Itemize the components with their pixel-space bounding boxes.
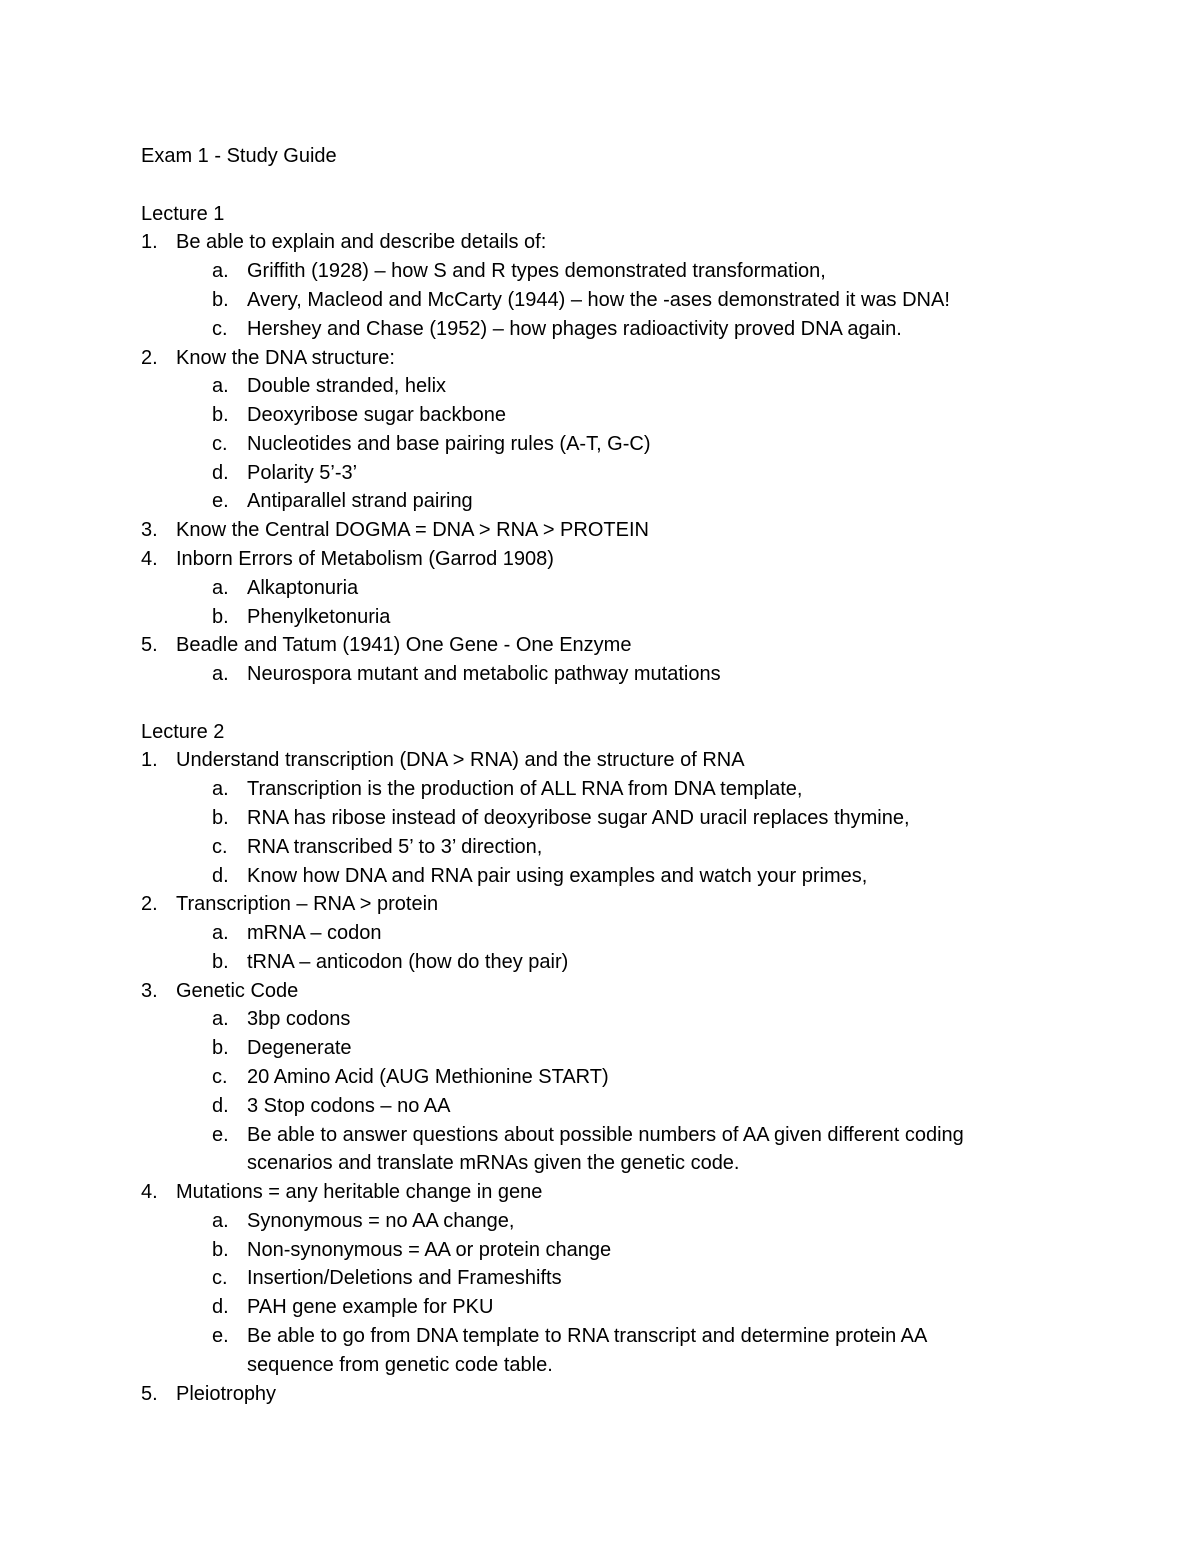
sub-item-text: Avery, Macleod and McCarty (1944) – how the -ases demonstrated it was DNA! <box>247 288 950 311</box>
sub-item-letter: a. <box>212 922 229 945</box>
sub-item-text: Polarity 5’-3’ <box>247 461 358 484</box>
list-item-text: Understand transcription (DNA > RNA) and the structure of RNA <box>176 749 745 772</box>
sub-item-text: Phenylketonuria <box>247 605 391 628</box>
sub-item-letter: d. <box>212 864 229 887</box>
sub-item-text: Alkaptonuria <box>247 576 359 599</box>
sub-item-letter: b. <box>212 288 229 311</box>
sub-item-text: Be able to go from DNA template to RNA transcript and determine protein AA <box>247 1325 928 1347</box>
sub-item-letter: a. <box>212 778 229 801</box>
sub-item-letter: d. <box>212 461 229 484</box>
sub-item-text: Antiparallel strand pairing <box>247 490 473 513</box>
list-item-text: Know the DNA structure: <box>176 346 395 369</box>
list-item-number: 2. <box>141 346 158 369</box>
list-item-number: 3. <box>141 519 158 542</box>
sub-item-text: Nucleotides and base pairing rules (A-T, G-C) <box>247 432 651 455</box>
list-item-number: 4. <box>141 1181 158 1204</box>
sub-item-text: RNA transcribed 5’ to 3’ direction, <box>247 835 543 858</box>
list-item-number: 3. <box>141 979 158 1002</box>
sub-item-text: RNA has ribose instead of deoxyribose sugar AND uracil replaces thymine, <box>247 806 910 829</box>
sub-item-text: 3 Stop codons – no AA <box>247 1094 451 1117</box>
sub-item-letter: b. <box>212 1037 229 1060</box>
sub-item-letter: c. <box>212 835 228 858</box>
sub-item-text: Hershey and Chase (1952) – how phages radioactivity proved DNA again. <box>247 317 902 340</box>
sub-item-letter: a. <box>212 375 229 398</box>
sub-item-text: Be able to answer questions about possible numbers of AA given different coding <box>247 1123 964 1146</box>
sub-item-text: Double stranded, helix <box>247 375 447 398</box>
list-item-number: 4. <box>141 547 158 570</box>
sub-item-letter: b. <box>212 404 229 426</box>
list-item-number: 5. <box>141 634 158 657</box>
sub-item-letter: c. <box>212 1066 228 1088</box>
sub-item-letter: d. <box>212 1094 229 1117</box>
list-item-text: Pleiotrophy <box>176 1382 277 1405</box>
sub-item-text: Insertion/Deletions and Frameshifts <box>247 1267 562 1290</box>
sub-item-text: Degenerate <box>247 1037 352 1060</box>
sub-item-text: 20 Amino Acid (AUG Methionine START) <box>247 1066 609 1088</box>
sub-item-letter: d. <box>212 1296 229 1319</box>
sub-item-letter: a. <box>212 260 229 283</box>
sub-item-letter: a. <box>212 1209 229 1232</box>
list-item-number: 2. <box>141 893 158 916</box>
sub-item-letter: a. <box>212 576 229 599</box>
sub-item-letter: c. <box>212 432 228 455</box>
sub-item-text: Transcription is the production of ALL RNA from DNA template, <box>247 778 803 801</box>
list-item-text: Mutations = any heritable change in gene <box>176 1181 543 1204</box>
sub-item-text: Griffith (1928) – how S and R types demonstrated transformation, <box>247 260 826 283</box>
list-item-text: Know the Central DOGMA = DNA > RNA > PROTEIN <box>176 519 649 542</box>
sub-item-letter: b. <box>212 950 229 973</box>
sub-item-text-continued: scenarios and translate mRNAs given the genetic code. <box>247 1152 740 1175</box>
sub-item-letter: a. <box>212 1008 229 1031</box>
sub-item-letter: e. <box>212 1123 229 1146</box>
sub-item-text: Neurospora mutant and metabolic pathway mutations <box>247 663 721 685</box>
sub-item-letter: b. <box>212 605 229 628</box>
list-item-text: Inborn Errors of Metabolism (Garrod 1908) <box>176 547 554 570</box>
sub-item-text: tRNA – anticodon (how do they pair) <box>247 950 569 973</box>
sub-item-letter: b. <box>212 1238 229 1261</box>
sub-item-text: PAH gene example for PKU <box>247 1296 494 1319</box>
list-item-text: Transcription – RNA > protein <box>176 893 439 916</box>
section-heading: Lecture 2 <box>141 720 225 743</box>
list-item-text: Genetic Code <box>176 979 299 1002</box>
sub-item-text: mRNA – codon <box>247 922 382 945</box>
list-item-text: Beadle and Tatum (1941) One Gene - One Enzyme <box>176 634 632 657</box>
list-item-number: 1. <box>141 231 158 254</box>
sub-item-text: Synonymous = no AA change, <box>247 1209 515 1232</box>
document-title: Exam 1 - Study Guide <box>141 145 337 167</box>
list-item-text: Be able to explain and describe details of: <box>176 231 547 254</box>
list-item-number: 5. <box>141 1382 158 1405</box>
sub-item-letter: c. <box>212 317 228 340</box>
sub-item-text-continued: sequence from genetic code table. <box>247 1353 553 1376</box>
sub-item-letter: e. <box>212 490 229 513</box>
sub-item-text: 3bp codons <box>247 1008 351 1031</box>
sub-item-text: Deoxyribose sugar backbone <box>247 404 507 426</box>
sub-item-letter: b. <box>212 806 229 829</box>
sub-item-letter: c. <box>212 1267 228 1290</box>
section-heading: Lecture 1 <box>141 202 225 225</box>
list-item-number: 1. <box>141 749 158 772</box>
sub-item-text: Non-synonymous = AA or protein change <box>247 1238 612 1261</box>
sub-item-text: Know how DNA and RNA pair using examples and watch your primes, <box>247 864 868 887</box>
sub-item-letter: a. <box>212 663 229 685</box>
sub-item-letter: e. <box>212 1325 229 1347</box>
